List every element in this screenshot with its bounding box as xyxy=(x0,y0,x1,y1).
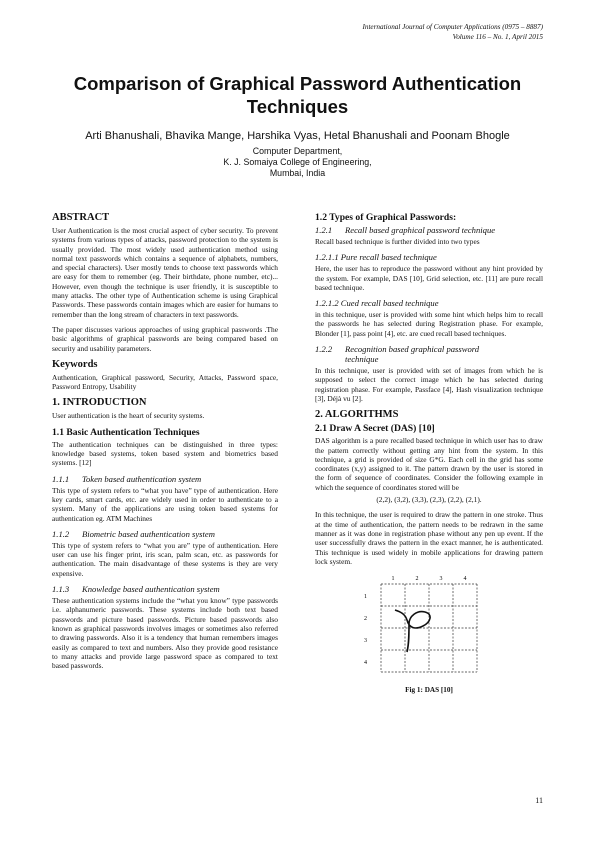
intro-text: User authentication is the heart of security systems. xyxy=(52,411,205,421)
affiliation-city: Mumbai, India xyxy=(269,168,326,178)
grid-col-label: 3 xyxy=(439,576,443,583)
das-grid-diagram xyxy=(361,572,491,678)
keywords-text: Authentication, Graphical password, Security, Attacks, Password space, Password Entropy, Usability xyxy=(52,372,278,392)
section-1-2-2-text: In this technique, user is provided with set of images from which he is supposed to select the correct image which he has selected during registration phase. For example, Passface [4], Hash visualization technique [3], Déjà vu [2]. xyxy=(315,366,543,403)
section-1-2-2-heading xyxy=(315,344,543,364)
section-number: 1.1.1 xyxy=(52,473,70,484)
left-column xyxy=(52,212,278,676)
coordinate-sequence: (2,2), (3,2), (3,3), (2,3), (2,2), (2,1). xyxy=(376,495,482,505)
grid-col-label: 2 xyxy=(415,576,419,583)
section-1-1-text: The authentication techniques can be distinguished in three types: knowledge based systems, token based system and biometrics based systems. [12] xyxy=(52,439,278,468)
paper-title: Comparison of Graphical Password Authentication Techniques xyxy=(73,73,522,117)
intro-heading: 1. INTRODUCTION xyxy=(52,397,147,409)
section-1-1-1-heading xyxy=(52,474,278,484)
affiliation-college: K. J. Somaiya College of Engineering, xyxy=(223,157,372,167)
page-number: 11 xyxy=(535,796,543,805)
das-figure xyxy=(315,572,543,682)
section-number: 1.2.1 xyxy=(315,225,333,235)
section-2-heading: 2. ALGORITHMS xyxy=(315,409,399,421)
section-1-2-1-2-text: in this technique, user is provided with some hint which helps him to recall the passwords he has selected during Registration phase. For example, Blonder [1], pass point [4], etc. are cued recall based techniques. xyxy=(315,310,543,338)
section-1-2-1-1-heading: 1.2.1.1 Pure recall based technique xyxy=(315,252,437,263)
section-1-2-1-heading xyxy=(315,225,543,235)
paper-authors: Arti Bhanushali, Bhavika Mange, Harshika Vyas, Hetal Bhanushali and Poonam Bhogle xyxy=(85,130,510,142)
section-1-2-1-text: Recall based technique is further divided into two types xyxy=(315,237,480,246)
section-1-2-heading: 1.2 Types of Graphical Passwords: xyxy=(315,212,457,223)
section-1-1-1-text: This type of system refers to “what you have” type of authentication. Here key cards, smart cards, etc. are widely used in order to authenticate to a system. Many of the applications are using token based systems for authentication eg. ATM Machines xyxy=(52,485,278,523)
abstract-paragraph-1: User Authentication is the most crucial aspect of cyber security. To prevent systems from various types of attacks, password protection to the system is usually provided. The most widely used authentication method using normal text passwords which contains a sequence of alphabets, numbers, and special characters). User mostly tends to choose text passwords which are easy for them to remember (eg. Their birthdate, phone number, etc)... However, even though the technique is user friendly, it is susceptible to many attacks. The other type of Authentication scheme is using Graphical Passwords. These passwords contain images which are easier for humans to remember than the long stream of characters in text passwords. xyxy=(52,226,278,319)
section-1-1-3-heading xyxy=(52,584,278,594)
figure-caption: Fig 1: DAS [10] xyxy=(405,686,453,695)
abstract-heading: ABSTRACT xyxy=(52,212,110,223)
section-2-1-heading: 2.1 Draw A Secret (DAS) [10] xyxy=(315,423,435,435)
section-2-1-text-2: In this technique, the user is required to draw the pattern in one stroke. Thus at the time of authentication, the pattern needs to be redrawn in the same manner as it was done in registration phase without any pen up event. If the user successfully draws the pattern in the exact manner, he is authenticated. This technique is used widely in mobile applications for drawing pattern lock system. xyxy=(315,510,543,566)
grid-col-label: 1 xyxy=(391,576,395,583)
section-1-1-2-heading xyxy=(52,529,278,539)
journal-header xyxy=(362,22,543,42)
right-column xyxy=(315,212,543,695)
grid-row-label: 2 xyxy=(364,616,367,623)
section-1-2-1-1-text: Here, the user has to reproduce the password without any hint provided by the system. For example, DAS [10], Grid selection, etc. [11] are pure recall based technique. xyxy=(315,264,543,292)
grid-row-label: 1 xyxy=(364,594,367,601)
keywords-heading: Keywords xyxy=(52,358,98,370)
section-title: Token based authentication system xyxy=(82,473,202,484)
section-1-2-1-2-heading: 1.2.1.2 Cued recall based technique xyxy=(315,298,439,309)
journal-volume: Volume 116 – No. 1, April 2015 xyxy=(452,33,543,41)
section-1-1-heading: 1.1 Basic Authentication Techniques xyxy=(52,426,200,438)
section-title: Knowledge based authentication system xyxy=(82,584,220,595)
abstract-paragraph-2: The paper discusses various approaches of using graphical passwords .The basic algorithms of graphical passwords are being compared based on security and usability parameters. xyxy=(52,324,278,353)
section-title: Biometric based authentication system xyxy=(82,528,215,539)
grid-row-label: 4 xyxy=(364,660,367,667)
grid-lines xyxy=(381,584,477,672)
grid-col-label: 4 xyxy=(463,576,467,583)
section-2-1-text-1: DAS algorithm is a pure recalled based technique in which user has to draw the pattern correctly without getting any hint from the system. In this technique, a grid is provided of size G*G. Each cell in the grid has some coordinates (x,y) assigned to it. The pattern drawn by the user is stored in the form of sequence of coordinates. Consider the following example in which the sequence of coordinates stored will be xyxy=(315,436,543,492)
section-number: 1.1.2 xyxy=(52,528,70,539)
grid-row-label: 3 xyxy=(364,638,367,645)
drawn-pattern-stroke xyxy=(395,610,430,652)
section-title: Recognition based graphical password technique xyxy=(345,344,480,365)
journal-name: International Journal of Computer Applications (0975 – 8887) xyxy=(362,23,543,31)
section-1-1-3-text: These authentication systems include the “what you know” type passwords i.e. alphanumeric passwords. These systems include both text based passwords and picture based passwords. Picture based passwords also known as graphical passwords involves images or sometimes also referred to drawing passwords. Also it is a tendency that human remembers images easily as compared to text and numbers. Also they provide good resistance to many attacks and provide large password space as compared to text based passwords. xyxy=(52,596,278,671)
section-number: 1.1.3 xyxy=(52,584,70,595)
section-title: Recall based graphical password technique xyxy=(345,225,496,235)
affiliation-dept: Computer Department, xyxy=(252,146,343,156)
section-1-1-2-text: This type of system refers to “what you are” type of authentication. Here user can use his finger print, iris scan, palm scan, etc. as passwords for authentication. The main disadvantage of these systems is they are very expensive. xyxy=(52,540,278,578)
section-number: 1.2.2 xyxy=(315,344,333,355)
affiliation xyxy=(40,146,555,179)
